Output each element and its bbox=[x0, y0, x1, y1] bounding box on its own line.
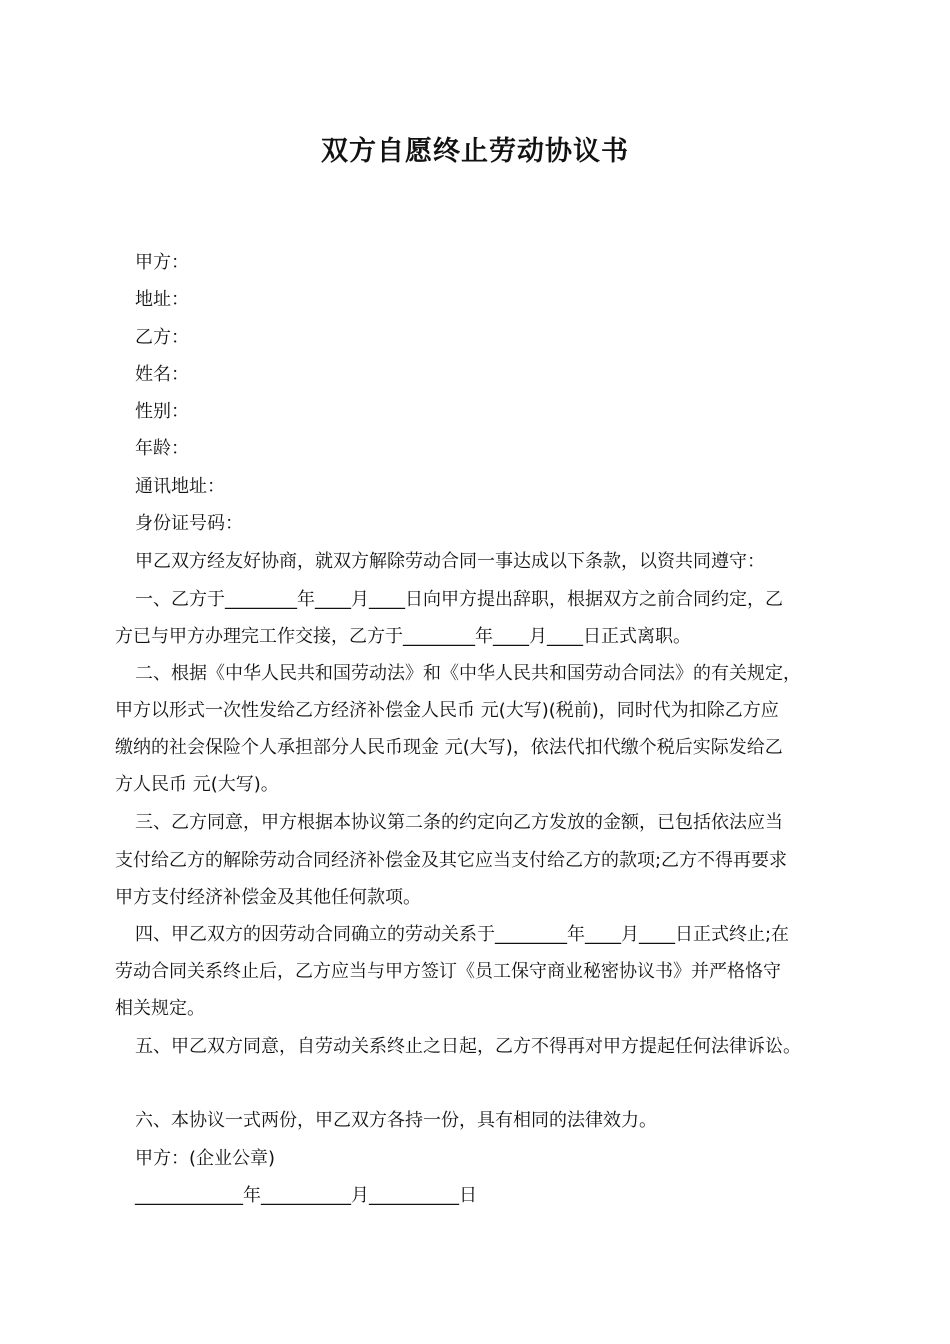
clause-4-line-3: 相关规定。 bbox=[115, 998, 205, 1019]
id-number-label: 身份证号码： bbox=[135, 513, 243, 534]
clause-2-line-3: 缴纳的社会保险个人承担部分人民币现金 元(大写)，依法代扣代缴个税后实际发给乙 bbox=[115, 737, 783, 758]
clause-3-line-2: 支付给乙方的解除劳动合同经济补偿金及其它应当支付给乙方的款项;乙方不得再要求 bbox=[115, 850, 788, 871]
clause-6: 六、本协议一式两份，甲乙双方各持一份，具有相同的法律效力。 bbox=[135, 1110, 657, 1131]
clause-2-line-1: 二、根据《中华人民共和国劳动法》和《中华人民共和国劳动合同法》的有关规定， bbox=[135, 663, 801, 684]
clause-5: 五、甲乙双方同意，自劳动关系终止之日起，乙方不得再对甲方提起任何法律诉讼。 bbox=[135, 1036, 801, 1057]
mailing-address-label: 通讯地址： bbox=[135, 476, 225, 497]
intro-paragraph: 甲乙双方经友好协商，就双方解除劳动合同一事达成以下条款，以资共同遵守： bbox=[135, 551, 765, 572]
gender-label: 性别： bbox=[135, 401, 189, 422]
name-label: 姓名： bbox=[135, 364, 189, 385]
age-label: 年龄： bbox=[135, 438, 189, 459]
clause-1-line-2: 方已与甲方办理完工作交接，乙方于________年____月____日正式离职。 bbox=[115, 626, 691, 647]
address-label: 地址： bbox=[135, 289, 189, 310]
clause-2-line-2: 甲方以形式一次性发给乙方经济补偿金人民币 元(大写)(税前)，同时代为扣除乙方应 bbox=[115, 700, 779, 721]
clause-3-line-1: 三、乙方同意，甲方根据本协议第二条的约定向乙方发放的金额，已包括依法应当 bbox=[135, 812, 783, 833]
clause-4-line-2: 劳动合同关系终止后，乙方应当与甲方签订《员工保守商业秘密协议书》并严格恪守 bbox=[115, 961, 781, 982]
signature-date-line: ____________年__________月__________日 bbox=[135, 1185, 477, 1206]
party-b-label: 乙方： bbox=[135, 327, 189, 348]
clause-1-line-1: 一、乙方于________年____月____日向甲方提出辞职，根据双方之前合同约定，乙 bbox=[135, 589, 783, 610]
document-title: 双方自愿终止劳动协议书 bbox=[321, 136, 629, 167]
clause-4-line-1: 四、甲乙双方的因劳动合同确立的劳动关系于________年____月____日正式终止;在 bbox=[135, 924, 790, 945]
clause-2-line-4: 方人民币 元(大写)。 bbox=[115, 774, 279, 795]
clause-3-line-3: 甲方支付经济补偿金及其他任何款项。 bbox=[115, 887, 421, 908]
party-a-label: 甲方： bbox=[135, 252, 189, 273]
party-a-seal-label: 甲方：(企业公章) bbox=[135, 1148, 276, 1169]
